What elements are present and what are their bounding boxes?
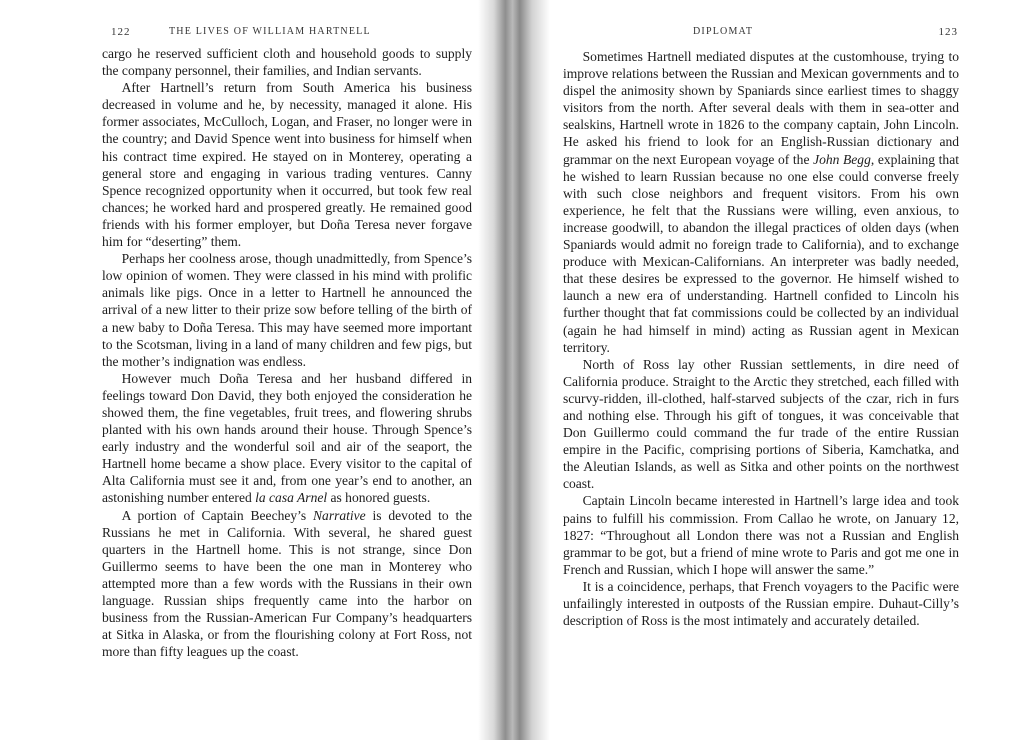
right-body-text — [563, 48, 959, 629]
right-running-head — [555, 26, 962, 40]
paragraph: After Hartnell’s return from South America his business decreased in volume and he, by necessity, managed it alone. His former associates, McCulloch, Logan, and Fraser, no longer were in the country; and David Spence went into business for himself when his contract time expired. He stayed on in Monterey, operating a general store and engaging in various trading ventures. Canny Spence recognized opportunity when it occurred, but took few real chances; he worked hard and prospered greatly. He remained good friends with his former employer, but Doña Teresa never forgave him for “deserting” them. — [102, 80, 472, 250]
paragraph — [563, 48, 959, 356]
paragraph: North of Ross lay other Russian settlements, in dire need of California produce. Straight to the Arctic they stretched, each filled with scurvy-ridden, ill-clothed, half-starved subjects of the czar, rich in furs and nothing else. Through his gift of tongues, it was conceivable that Don Guillermo could command the fur trade of the entire Russian empire in the Pacific, comprising portions of Siberia, Kamchatka, and the Aleutian Islands, as well as Sitka and other points on the northwest coast. — [563, 356, 959, 492]
paragraph: It is a coincidence, perhaps, that French voyagers to the Pacific were unfailingly interested in outposts of the Russian empire. Duhaut-Cilly’s description of Ross is the most intimately and accurately detailed. — [563, 578, 959, 629]
book-gutter-shadow — [478, 0, 550, 740]
italic-phrase: la casa Arnel — [255, 490, 328, 506]
page-number: 122 — [111, 26, 131, 38]
running-head-title: DIPLOMAT — [693, 26, 754, 37]
paragraph: Perhaps her coolness arose, though unadmittedly, from Spence’s low opinion of women. They were classed in his mind with prolific animals like pigs. Once in a letter to Hartnell he announced the arrival of a new litter to their prize sow before telling of the birth of a new baby to Doña Teresa. This may have seemed more important to the Scotsman, living in a land of many children and few pigs, but the mother’s indignation was endless. — [102, 251, 472, 369]
paragraph: Captain Lincoln became interested in Hartnell’s large idea and took pains to fulfill his commission. From Callao he wrote, on January 12, 1827: “Throughout all London there was not a Russian and English grammar to be got, but a friend of mine wrote to Paris and got me one in French and Russian, which I hope will answer the same.” — [563, 493, 959, 577]
left-body-text — [102, 45, 472, 660]
left-running-head — [102, 26, 472, 40]
paragraph-text: A portion of Captain Beechey’s — [121, 507, 314, 523]
italic-title: Narrative — [313, 507, 366, 523]
paragraph-text: as honored guests. — [327, 490, 431, 506]
paragraph-text: Sometimes Hartnell mediated disputes at the customhouse, trying to improve relations between the Russian and Mexican governments and to dispel the animosity shown by Spaniards since earliest times to shaggy visitors from the north. After several deals with them in sea-otter and sealskins, Hartnell wrote in 1826 to the company captain, John Lincoln. He asked his friend to look for an English-Russian dictionary and grammar on the next European voyage of the — [563, 49, 959, 167]
paragraph-text: is devoted to the Russians he met in California. With several, he shared guest quarters in the Hartnell home. This is not strange, since Don Guillermo seems to have been the one man in Monterey who attempted more than a few words with the Russians in their own language. Russian ships frequently came into the harbor on business from the Russian-American Fur Company’s headquarters at Sitka in Alaska, or from the flourishing colony at Fort Ross, not more than fifty leagues up the coast. — [102, 507, 472, 660]
paragraph-text: , explaining that he wished to learn Russian because no one else could converse freely with such close neighbors and frequent visitors. From his own experience, he felt that the Russians were willing, even anxious, to increase goodwill, to abandon the illegal practices of olden days (when Spaniards would admit no foreign trade to California), and to exchange produce with Mexican-Californians. An interpreter was badly needed, that these desires be expressed to the governor. He himself wished to launch a new era of understanding. Hartnell confided to Lincoln his further thought that fat commissions could be collected by an individual (again he had himself in mind) acting as Russian agent in Mexican territory. — [563, 151, 959, 355]
italic-ship-name: John Begg — [813, 151, 871, 167]
paragraph — [102, 507, 472, 661]
page-number: 123 — [938, 26, 958, 38]
running-head-title: THE LIVES OF WILLIAM HARTNELL — [169, 26, 371, 37]
paragraph: cargo he reserved sufficient cloth and household goods to supply the company personnel, their families, and Indian servants. — [102, 46, 472, 79]
paragraph-text: However much Doña Teresa and her husband differed in feelings toward Don David, they both enjoyed the consideration he showed them, the fine vegetables, fruit trees, and flowering shrubs planted with his own hands around their house. Through Spence’s early industry and the wonderful soil and air of the seaport, the Hartnell home became a show place. Every visitor to the capital of Alta California must see it and, from one year’s end to another, an astonishing number entered — [102, 370, 472, 506]
paragraph — [102, 370, 472, 507]
